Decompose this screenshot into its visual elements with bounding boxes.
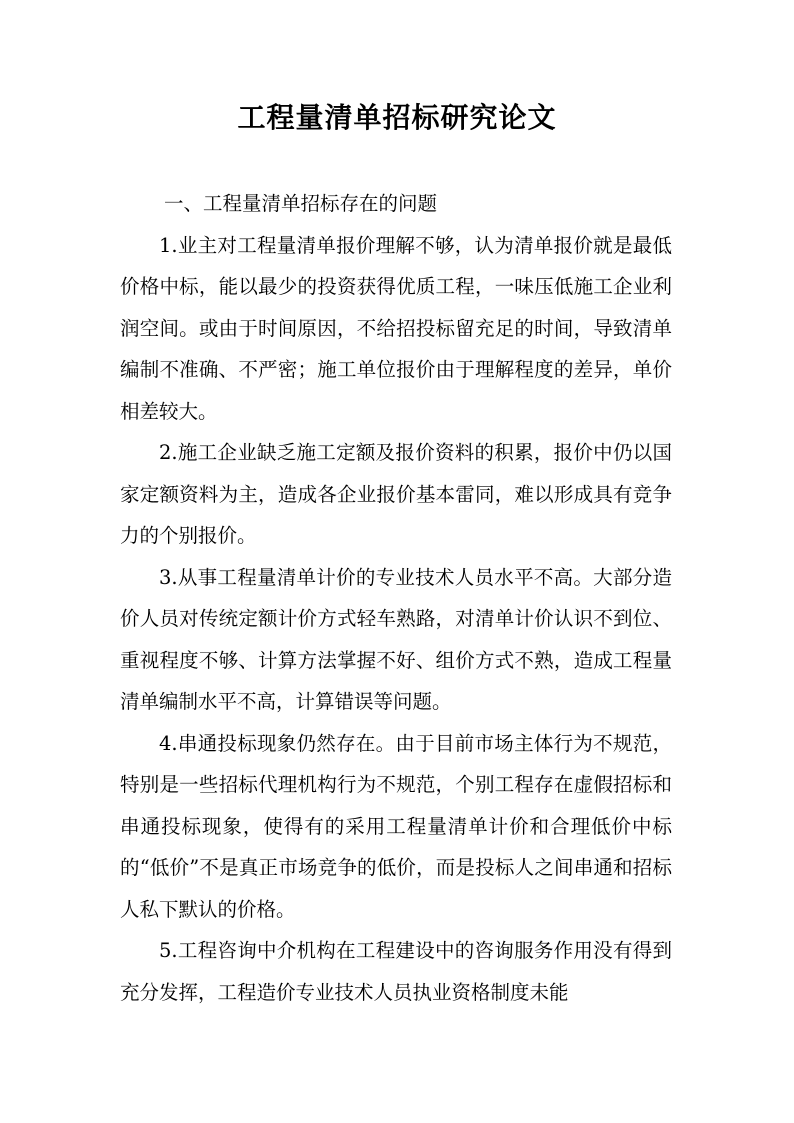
paragraph-4: 4.串通投标现象仍然存在。由于目前市场主体行为不规范，特别是一些招标代理机构行为不规范，个别工程存在虚假招标和串通投标现象，使得有的采用工程量清单计价和合理低价中标的“低价”不是真正市场竞争的低价，而是投标人之间串通和招标人私下默认的价格。: [120, 731, 672, 921]
document-title: 工程量清单招标研究论文: [237, 101, 557, 134]
paragraph-2: 2.施工企业缺乏施工定额及报价资料的积累，报价中仍以国家定额资料为主，造成各企业报价基本雷同，难以形成具有竞争力的个别报价。: [120, 441, 672, 547]
paragraph-1: 1.业主对工程量清单报价理解不够，认为清单报价就是最低价格中标，能以最少的投资获得优质工程，一味压低施工企业利润空间。或由于时间原因，不给招投标留充足的时间，导致清单编制不准确、不严密；施工单位报价由于理解程度的差异，单价相差较大。: [120, 233, 672, 423]
document-body: [120, 183, 672, 1013]
paragraph-3: 3.从事工程量清单计价的专业技术人员水平不高。大部分造价人员对传统定额计价方式轻车熟路，对清单计价认识不到位、重视程度不够、计算方法掌握不好、组价方式不熟，造成工程量清单编制水平不高，计算错误等问题。: [120, 565, 672, 713]
section-heading: 一、工程量清单招标存在的问题: [164, 192, 438, 215]
paragraph-5: 5.工程咨询中介机构在工程建设中的咨询服务作用没有得到充分发挥，工程造价专业技术人员执业资格制度未能: [120, 939, 672, 1004]
